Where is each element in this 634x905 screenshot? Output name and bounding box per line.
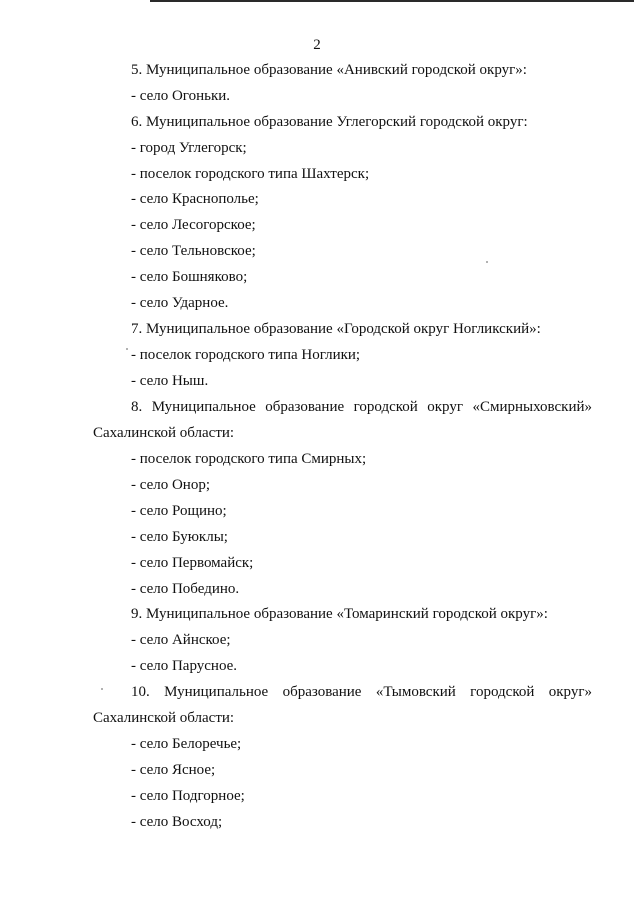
list-item: - поселок городского типа Шахтерск; xyxy=(131,166,370,182)
list-item: - село Подгорное; xyxy=(131,788,245,804)
list-item: - село Лесогорское; xyxy=(131,217,256,233)
list-item: - село Буюклы; xyxy=(131,529,228,545)
scan-speck xyxy=(486,261,488,263)
list-item: - село Бошняково; xyxy=(131,269,248,285)
list-item: - село Парусное. xyxy=(131,658,238,674)
list-item: - село Ясное; xyxy=(131,762,216,778)
list-item: - село Первомайск; xyxy=(131,555,254,571)
section-heading: 8. Муниципальное образование городской округ «Смирныховский» xyxy=(131,399,592,415)
section-heading: 9. Муниципальное образование «Томаринский городской округ»: xyxy=(131,606,548,622)
list-item: - село Рощино; xyxy=(131,503,227,519)
section-heading: 5. Муниципальное образование «Анивский городской округ»: xyxy=(131,62,527,78)
list-item: - поселок городского типа Смирных; xyxy=(131,451,367,467)
list-item: - поселок городского типа Ноглики; xyxy=(131,347,361,363)
list-item: - город Углегорск; xyxy=(131,140,247,156)
list-item: - село Победино. xyxy=(131,581,240,597)
list-item: - село Восход; xyxy=(131,814,223,830)
page-number: 2 xyxy=(313,37,321,53)
section-heading-continuation: Сахалинской области: xyxy=(93,710,235,726)
scan-speck xyxy=(101,688,103,690)
section-heading-continuation: Сахалинской области: xyxy=(93,425,235,441)
scan-speck xyxy=(126,348,128,350)
section-heading: 7. Муниципальное образование «Городской округ Ногликский»: xyxy=(131,321,541,337)
section-heading: 10. Муниципальное образование «Тымовский городской округ» xyxy=(131,684,592,700)
list-item: - село Ныш. xyxy=(131,373,209,389)
list-item: - село Айнское; xyxy=(131,632,231,648)
list-item: - село Белоречье; xyxy=(131,736,242,752)
list-item: - село Ударное. xyxy=(131,295,229,311)
list-item: - село Тельновское; xyxy=(131,243,256,259)
list-item: - село Огоньки. xyxy=(131,88,231,104)
section-heading: 6. Муниципальное образование Углегорский городской округ: xyxy=(131,114,528,130)
list-item: - село Краснополье; xyxy=(131,191,259,207)
list-item: - село Онор; xyxy=(131,477,211,493)
scan-edge-line xyxy=(150,0,634,2)
